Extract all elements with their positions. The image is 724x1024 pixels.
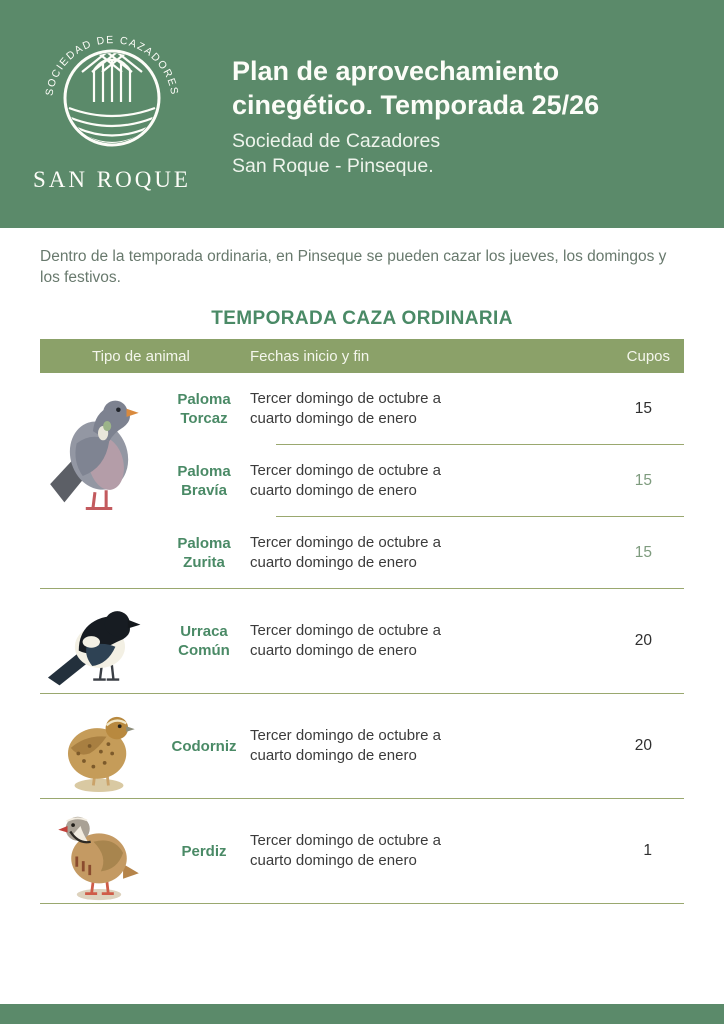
table-row-codorniz — [40, 694, 684, 798]
season-dates: Tercer domingo de octubre a cuarto domingo de enero — [250, 727, 441, 764]
season-dates: Tercer domingo de octubre a cuarto domingo de enero — [250, 461, 441, 499]
wood-pigeon-illustration — [42, 381, 154, 521]
table-row-paloma-torcaz — [158, 373, 684, 444]
animal-name: Paloma Torcaz — [177, 390, 231, 427]
pigeon-row-group — [40, 373, 684, 588]
column-header-animal: Tipo de animal — [92, 347, 190, 365]
table-row-paloma-bravia — [158, 445, 684, 516]
doc-subtitle-line2: San Roque - Pinseque. — [232, 155, 434, 177]
quota-value: 1 — [643, 842, 652, 859]
doc-subtitle-line1: Sociedad de Cazadores — [232, 130, 441, 152]
doc-title-line2: cinegético. Temporada 25/26 — [232, 90, 600, 120]
header-banner — [0, 0, 724, 228]
club-emblem-icon — [37, 14, 187, 164]
table-row-paloma-zurita — [158, 517, 684, 588]
header-text-block — [196, 0, 599, 228]
table-row-urraca — [40, 589, 684, 693]
logo-name: SAN ROQUE — [33, 167, 191, 192]
animal-name: Paloma Bravía — [177, 462, 231, 499]
doc-title-line1: Plan de aprovechamiento — [232, 56, 560, 86]
column-header-cupos: Cupos — [626, 347, 670, 365]
quota-value: 15 — [634, 399, 652, 417]
season-dates: Tercer domingo de octubre a cuarto domingo de enero — [250, 832, 441, 869]
season-dates: Tercer domingo de octubre a cuarto domingo de enero — [250, 389, 441, 427]
table-body — [40, 373, 684, 904]
club-logo — [0, 0, 196, 228]
animal-name: Paloma Zurita — [177, 534, 231, 571]
table-row-perdiz — [40, 799, 684, 903]
red-legged-partridge-illustration — [51, 801, 147, 901]
footer-bar — [0, 1004, 724, 1024]
quail-illustration — [51, 699, 147, 793]
group-divider — [40, 903, 684, 904]
quota-value: 15 — [634, 543, 652, 561]
animal-name: Perdiz — [181, 842, 227, 860]
table-title: TEMPORADA CAZA ORDINARIA — [211, 308, 513, 329]
animal-name: Urraca Común — [178, 623, 230, 659]
season-dates: Tercer domingo de octubre a cuarto domingo de enero — [250, 622, 441, 659]
logo-arc-text: SOCIEDAD DE CAZADORES — [43, 34, 181, 97]
quota-value: 20 — [634, 632, 652, 649]
season-dates: Tercer domingo de octubre a cuarto domingo de enero — [250, 533, 441, 571]
quota-value: 15 — [634, 471, 652, 489]
animal-name: Codorniz — [171, 737, 237, 755]
quota-value: 20 — [634, 737, 652, 754]
magpie-illustration — [46, 596, 152, 686]
table-header-row — [40, 339, 684, 373]
column-header-dates: Fechas inicio y fin — [250, 347, 370, 365]
intro-paragraph: Dentro de la temporada ordinaria, en Pinseque se pueden cazar los jueves, los domingos y los festivos. — [40, 248, 667, 286]
